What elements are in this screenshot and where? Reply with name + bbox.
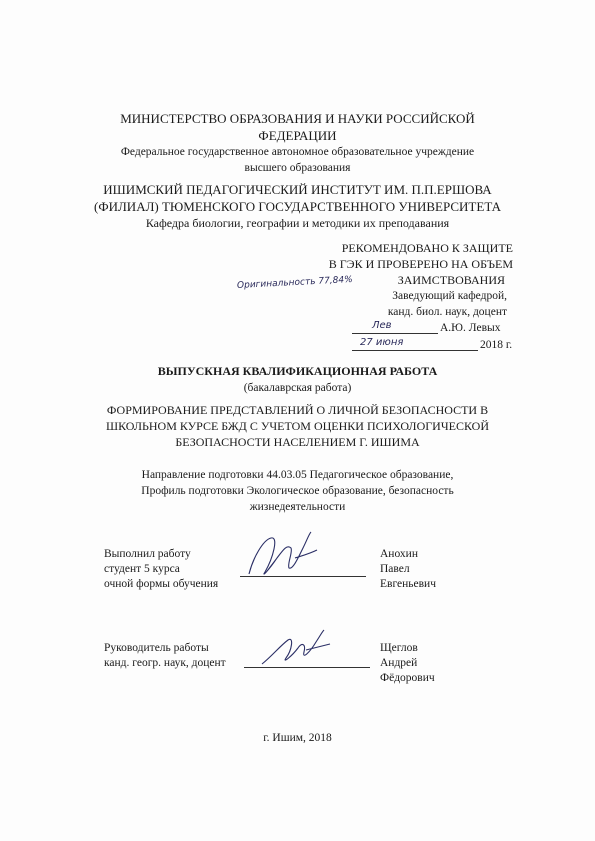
approval-line-1: РЕКОМЕНДОВАНО К ЗАЩИТЕ <box>341 241 513 255</box>
work-title-line-2: ШКОЛЬНОМ КУРСЕ БЖД С УЧЕТОМ ОЦЕНКИ ПСИХОЛОГИЧЕСКОЙ <box>105 419 490 433</box>
department: Кафедра биологии, географии и методики их преподавания <box>145 216 450 230</box>
author-signature <box>243 528 323 584</box>
program-line-2: Профиль подготовки Экологическое образование, безопасность <box>141 485 454 497</box>
supervisor-label-line-1: Руководитель работы <box>104 642 209 654</box>
date-year: 2018 г. <box>480 339 513 351</box>
supervisor-label-line-2: канд. геогр. наук, доцент <box>104 657 226 669</box>
institution-type-line-1: Федеральное государственное автономное образовательное учреждение <box>120 146 475 158</box>
supervisor-patronymic: Фёдорович <box>380 672 435 684</box>
supervisor-first-name: Андрей <box>380 657 418 669</box>
ministry-line-2: ФЕДЕРАЦИИ <box>258 128 337 143</box>
city-year: г. Ишим, 2018 <box>263 732 332 744</box>
head-title: Заведующий кафедрой, <box>392 290 507 302</box>
work-type: ВЫПУСКНАЯ КВАЛИФИКАЦИОННАЯ РАБОТА <box>157 364 438 378</box>
institute-line-2: (ФИЛИАЛ) ТЮМЕНСКОГО ГОСУДАРСТВЕННОГО УНИВЕРСИТЕТА <box>94 199 501 214</box>
author-first-name: Павел <box>380 563 410 575</box>
head-name: А.Ю. Левых <box>440 322 501 334</box>
date-handwritten: 27 июня <box>360 337 404 348</box>
program-line-1: Направление подготовки 44.03.05 Педагогическое образование, <box>141 469 454 481</box>
ministry-line-1: МИНИСТЕРСТВО ОБРАЗОВАНИЯ И НАУКИ РОССИЙСКОЙ <box>120 111 475 126</box>
author-label-line-2: студент 5 курса <box>104 563 180 575</box>
author-patronymic: Евгеньевич <box>380 578 436 590</box>
work-subtype: (бакалаврская работа) <box>243 382 352 394</box>
supervisor-surname: Щеглов <box>380 642 418 654</box>
author-surname: Анохин <box>380 548 418 560</box>
originality-note: Оригинальность 77,84% <box>236 274 353 292</box>
author-label-line-3: очной формы обучения <box>104 578 219 590</box>
institution-type-line-2: высшего образования <box>244 162 351 174</box>
author-label-line-1: Выполнил работу <box>104 548 191 560</box>
program-line-3: жизнедеятельности <box>249 501 346 513</box>
approval-line-3: ЗАИМСТВОВАНИЯ <box>397 273 505 287</box>
head-degree: канд. биол. наук, доцент <box>387 306 507 318</box>
date-line <box>352 350 478 351</box>
head-signature: Лев <box>372 320 392 331</box>
work-title-line-3: БЕЗОПАСНОСТИ НАСЕЛЕНИЕМ Г. ИШИМА <box>175 435 420 449</box>
head-signature-line <box>352 333 438 334</box>
institute-line-1: ИШИМСКИЙ ПЕДАГОГИЧЕСКИЙ ИНСТИТУТ ИМ. П.П.ЕРШОВА <box>103 182 492 197</box>
work-title-line-1: ФОРМИРОВАНИЕ ПРЕДСТАВЛЕНИЙ О ЛИЧНОЙ БЕЗОПАСНОСТИ В <box>106 403 489 417</box>
approval-line-2: В ГЭК И ПРОВЕРЕНО НА ОБЪЕМ <box>328 257 513 271</box>
supervisor-signature <box>258 626 338 672</box>
